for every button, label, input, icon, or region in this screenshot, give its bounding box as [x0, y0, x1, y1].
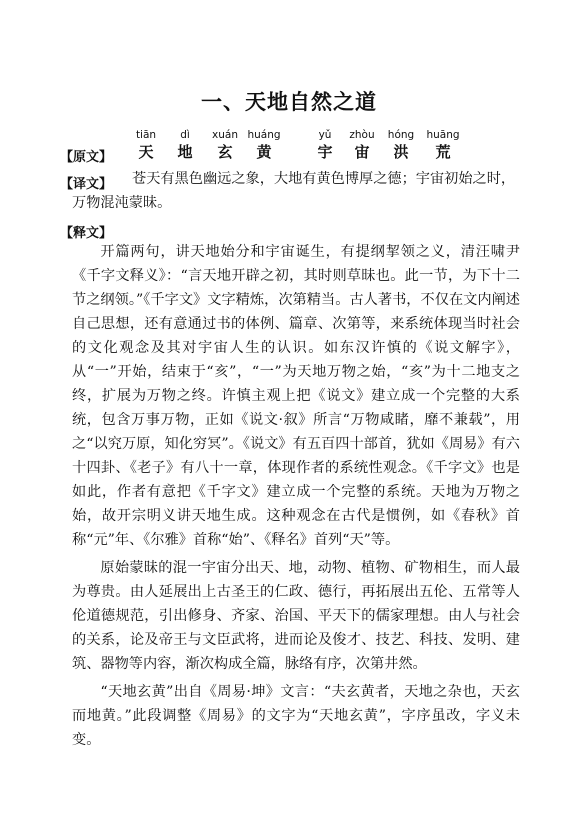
- yuanwen-char-1: 天: [138, 143, 154, 161]
- yiwen-label: 【译文】: [60, 177, 113, 192]
- pinyin-4: huáng: [247, 129, 281, 141]
- yuanwen-char-6: 宙: [354, 143, 370, 161]
- yuanwen-label: 【原文】: [60, 150, 113, 165]
- pinyin-2: dì: [180, 129, 190, 141]
- pinyin-5: yǔ: [318, 129, 332, 141]
- yiwen-line-1: [132, 167, 522, 191]
- shiwen-paragraph-1: 开篇两句，讲天地始分和宇宙诞生，有提纲挈领之义，清汪啸尹《千字文释义》：“言天地开辟之初，其时则草昧也。此一节，为下十二节之纲领。”《千字文》文字精炼，次第精当。古人著书，不仅在文内阐述自己思想，还有意通过书的体例、篇章、次第等，来系统体现当时社会的文化观念及其对宇宙人生的认识。如东汉许慎的《说文解字》，从“一”开始，结束于“亥”，“一”为天地万物之始，“亥”为十二地支之终，扩展为万物之终。许慎主观上把《说文》建立成一个完整的大系统，包含万事万物，正如《说文·叙》所言“万物咸睹，靡不兼载”，用之“以究万原，知化穷冥”。《说文》有五百四十部首，犹如《周易》有六十四卦、《老子》有八十一章，体现作者的系统性观念。《千字文》也是如此，作者有意把《千字文》建立成一个完整的系统。天地为万物之始，故开宗明义讲天地生成。这种观念在古代是惯例，如《春秋》首称“元”年、《尔雅》首称“始”、《释名》首列“天”等。: [72, 244, 520, 548]
- shiwen-paragraph-3: “天地玄黄”出自《周易·坤》文言：“夫玄黄者，天地之杂也，天玄而地黄。”此段调整《周易》的文字为“天地玄黄”，字序虽改，字义未变。: [72, 684, 520, 748]
- yiwen-line-2: [72, 191, 520, 215]
- pinyin-3: xuán: [212, 129, 238, 141]
- yuanwen-char-5: 宇: [317, 143, 333, 161]
- pinyin-8: huāng: [426, 129, 460, 141]
- yuanwen-char-2: 地: [177, 143, 193, 161]
- shiwen-label: 【释文】: [60, 226, 113, 241]
- section-title: 一、天地自然之道: [201, 89, 377, 114]
- yiwen-text-1: 苍天有黑色幽远之象，大地有黄色博厚之德；宇宙初始之时，: [132, 171, 516, 187]
- shiwen-paragraph-2: 原始蒙昧的混一宇宙分出天、地，动物、植物、矿物相生，而人最为尊贵。由人延展出上古圣王的仁政、德行，再拓展出五伦、五常等人伦道德规范，引出修身、齐家、治国、平天下的儒家理想。由人与社会的关系，论及帝王与文臣武将，进而论及俊才、技艺、科技、发明、建筑、器物等内容，渐次构成全篇，脉络有序，次第井然。: [72, 560, 520, 672]
- yuanwen-chars: [0, 141, 578, 163]
- pinyin-1: tiān: [135, 129, 157, 141]
- yiwen-text-2: 万物混沌蒙昧。: [72, 195, 172, 211]
- pinyin-6: zhòu: [349, 129, 375, 141]
- pinyin-7: hóng: [387, 129, 415, 141]
- shiwen-body: [72, 240, 520, 752]
- yuanwen-char-4: 黄: [256, 143, 272, 161]
- yuanwen-char-3: 玄: [217, 143, 233, 161]
- yuanwen-char-8: 荒: [435, 143, 451, 161]
- yuanwen-char-7: 洪: [393, 143, 409, 161]
